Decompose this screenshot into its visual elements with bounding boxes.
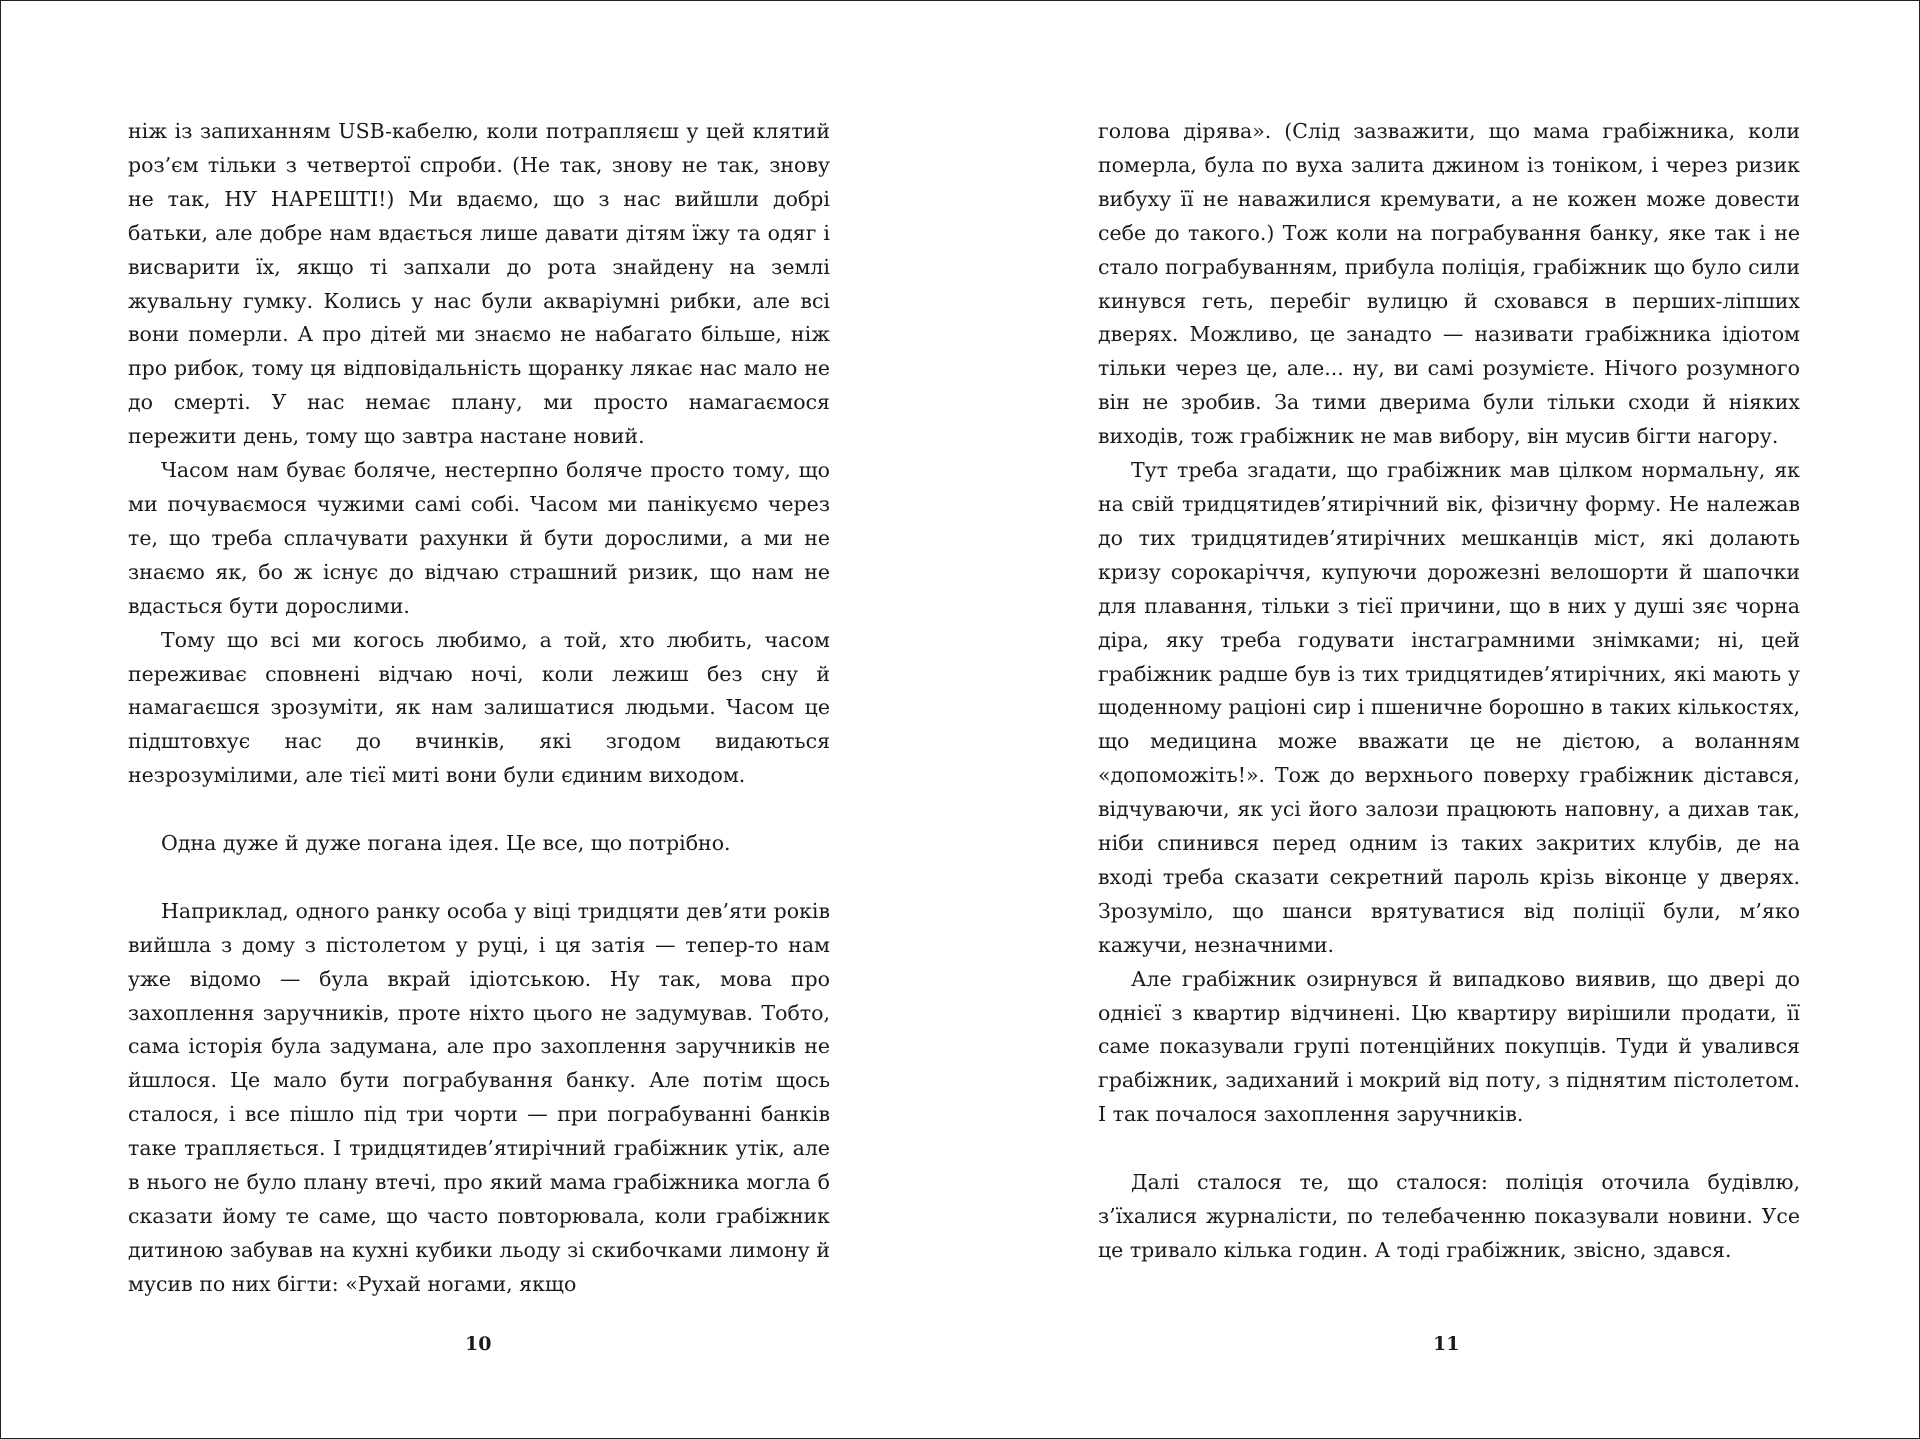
left-page-text [128, 115, 830, 1302]
paragraph: голова дірява». (Слід зазважити, що мама грабіжника, коли померла, була по вуха залита джином із тоніком, і через ризик вибуху її не наважилися кремувати, а не кожен може довести себе до такого.) Тож коли на пограбування банку, яке так і не стало пограбуванням, прибула поліція, грабіжник що було сили кинувся геть, перебіг вулицю й сховався в перших-ліпших дверях. Можливо, це занадто — називати грабіжника ідіотом тільки через це, але... ну, ви самі розумієте. Нічого розумного він не зробив. За тими дверима були тільки сходи й ніяких виходів, тож грабіжник не мав вибору, він мусив бігти нагору. [1098, 119, 1800, 449]
paragraph: Тому що всі ми когось любимо, а той, хто любить, часом переживає сповнені відчаю ночі, коли лежиш без сну й намагаєшся зрозуміти, як нам залишатися людьми. Часом це підштовхує нас до вчинків, які згодом видаються незрозумілими, але тієї миті вони були єдиним виходом. [128, 627, 830, 788]
paragraph: ніж із запиханням USB-кабелю, коли потрапляєш у цей клятий роз’єм тільки з четвертої спроби. (Не так, знову не так, знову не так, НУ НАРЕШТІ!) Ми вдаємо, що з нас вийшли добрі батьки, але добре нам вдається лише давати дітям їжу та одяг і висварити їх, якщо ті запхали до рота знайдену на землі жувальну гумку. Колись у нас були акваріумні рибки, але всі вони померли. А про дітей ми знаємо не набагато більше, ніж про рибок, тому ця відповідальність щоранку лякає нас мало не до смерті. У нас немає плану, ми просто намагаємося пережити день, тому що завтра настане новий. [128, 119, 830, 449]
section-gap [1098, 1132, 1800, 1166]
right-page-text [1098, 115, 1800, 1268]
page-number: 10 [465, 1333, 492, 1355]
paragraph: Наприклад, одного ранку особа у віці тридцяти дев’яти років вийшла з дому з пістолетом у руці, і ця затія — тепер-то нам уже відомо — була вкрай ідіотською. Ну так, мова про захоплення заручників, проте ніхто цього не задумував. Тобто, сама історія була задумана, але про захоплення заручників не йшлося. Це мало бути пограбування банку. Але потім щось сталося, і все пішло під три чорти — при пограбуванні банків таке трапляється. І тридцятидев’ятирічний грабіжник утік, але в нього не було плану втечі, про який мама грабіжника могла б сказати йому те саме, що часто повторювала, коли грабіжник дитиною забував на кухні кубики льоду зі скибочками лимону й мусив по них бігти: «Рухай ногами, якщо [128, 898, 830, 1296]
section-gap [128, 793, 830, 827]
section-gap [128, 861, 830, 895]
paragraph: Тут треба згадати, що грабіжник мав цілком нормальну, як на свій тридцятидев’ятирічний вік, фізичну форму. Не належав до тих тридцятидев’ятирічних мешканців міст, які долають кризу сорокаріччя, купуючи дорожезні велошорти й шапочки для плавання, тільки з тієї причини, що в них у душі зяє чорна діра, яку треба годувати інстаграмними знімками; ні, цей грабіжник радше був із тих тридцятидев’ятирічних, які мають у щоденному раціоні сир і пшеничне борошно в таких кількостях, що медицина може вважати це не дієтою, а воланням «допоможіть!». Тож до верхнього поверху грабіжник дістався, відчуваючи, як усі його залози працюють наповну, а дихав так, ніби спинився перед одним із таких закритих клубів, де на вході треба сказати секретний пароль крізь віконце у дверях. Зрозуміло, що шанси врятуватися від поліції були, м’яко кажучи, незначними. [1098, 458, 1800, 957]
page-number: 11 [1433, 1333, 1460, 1355]
paragraph: Далі сталося те, що сталося: поліція оточила будівлю, з’їхалися журналісти, по телебаченню показували новини. Усе це тривало кілька годин. А тоді грабіжник, звісно, здався. [1098, 1170, 1800, 1262]
left-page [1, 1, 960, 1438]
paragraph: Але грабіжник озирнувся й випадково виявив, що двері до однієї з квартир відчинені. Цю квартиру вирішили продати, її саме показували групі потенційних покупців. Туди й увалився грабіжник, задиханий і мокрий від поту, з піднятим пістолетом. І так почалося захоплення заручників. [1098, 966, 1800, 1127]
paragraph: Часом нам буває боляче, нестерпно боляче просто тому, що ми почуваємося чужими самі собі. Часом ми панікуємо через те, що треба сплачувати рахунки й бути дорослими, а ми не знаємо як, бо ж існує до відчаю страшний ризик, що нам не вдасться бути дорослими. [128, 458, 830, 618]
paragraph: Одна дуже й дуже погана ідея. Це все, що потрібно. [161, 831, 731, 856]
right-page [960, 1, 1919, 1438]
